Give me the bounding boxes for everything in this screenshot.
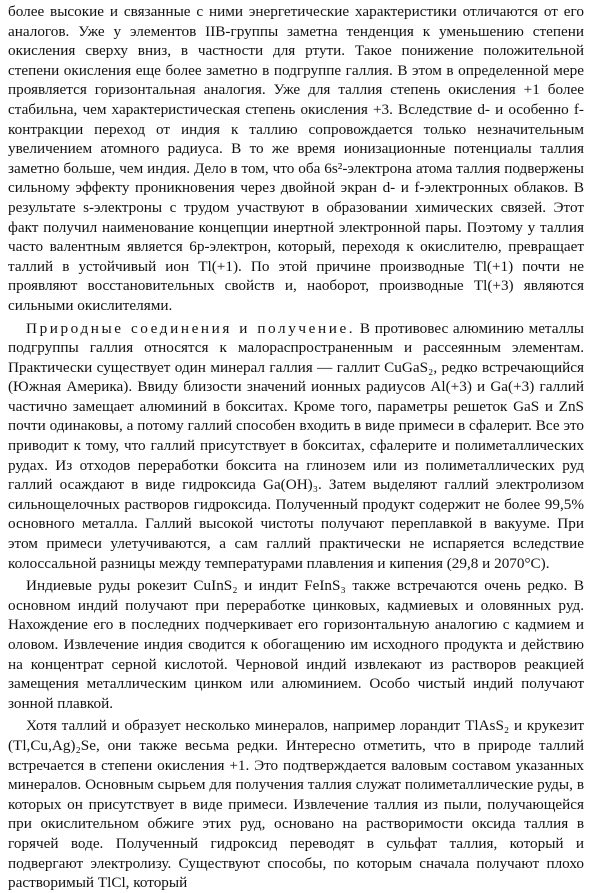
paragraph-thallium-minerals	[8, 716, 584, 892]
paragraph-natural-compounds	[8, 319, 584, 574]
section-lead: Природные соединения и получение.	[26, 319, 356, 337]
paragraph-oxidation-states	[8, 2, 584, 316]
paragraph-text: более высокие и связанные с ними энергетические характеристики отличаются от его аналогов. Уже у элементов IIB-группы заметна тенденция к уменьшению степени окисления сверху вниз, в частности для ртути. Такое понижение положительной степени окисления еще более заметно в подгруппе галлия. В этом в определенной мере проявляется горизонтальная аналогия. Уже для таллия степень окисления +1 более стабильна, чем характеристическая степень окисления +3. Вследствие d- и особенно f-контракции переход от индия к таллию сопровождается только незначительным увеличением атомного радиуса. В то же время ионизационные потенциалы таллия заметно больше, чем индия. Дело в том, что оба 6s²-электрона атома таллия подвержены сильному эффекту проникновения через двойной экран d- и f-электронных облаков. В результате s-электроны с трудом участвуют в образовании химических связей. Этот факт получил наименование концепции инертной электронной пары. Поэтому у таллия часто валентным является 6p-электрон, который, переходя к окислителю, превращает таллий в устойчивый ион Tl(+1). По этой причине производные Tl(+1) почти не проявляют восстановительных свойств и, наоборот, производные Tl(+3) являются сильными окислителями.	[8, 3, 584, 314]
paragraph-text: В противовес алюминию металлы подгруппы галлия относятся к малораспространенным и рассеянным элементам. Практически существует один минерал галлия — галлит CuGaS₂, редко встречающийся (Южная Америка). Ввиду близости значений ионных радиусов Al(+3) и Ga(+3) галлий частично замещает алюминий в бокситах. Кроме того, параметры решеток GaS и ZnS почти одинаковы, а потому галлий способен входить в виде примеси в сфалерит. Все это приводит к тому, что галлий присутствует в бокситах, сфалерите и полиметаллических рудах. Из отходов переработки боксита на глинозем или из полиметаллических руд галлий осаждают в виде гидроксида Ga(OH)₃. Затем выделяют галлий электролизом сильнощелочных растворов гидроксида. Полученный продукт содержит не более 99,5% основного металла. Галлий высокой чистоты получают переплавкой в вакууме. При этом примеси улетучиваются, а сам галлий практически не испаряется вследствие колоссальной разницы между температурами плавления и кипения (29,8 и 2070°С).	[8, 319, 584, 572]
document-page	[8, 2, 584, 892]
paragraph-text: Хотя таллий и образует несколько минералов, например лорандит TlAsS₂ и крукезит (Tl,Cu,Ag)₂Se, они также весьма редки. Интересно отметить, что в природе таллий встречается в степени окисления +1. Это подтверждается валовым составом указанных минералов. Основным сырьем для получения таллия служат полиметаллические руды, в которых он присутствует в виде примеси. Извлечение таллия из пыли, получающейся при окислительном обжиге этих руд, основано на растворимости оксида таллия в горячей воде. Полученный гидроксид переводят в сульфат таллия, который и подвергают электролизу. Существуют способы, по которым сначала получают плохо растворимый TlCl, который	[8, 717, 584, 892]
paragraph-text: Индиевые руды рокезит CuInS₂ и индит FeInS₃ также встречаются очень редко. В основном индий получают при переработке цинковых, кадмиевых и оловянных руд. Нахождение его в последних подчеркивает его горизонтальную аналогию с кадмием и оловом. Извлечение индия сводится к обогащению им исходного продукта и действию на концентрат серной кислотой. Черновой индий извлекают из растворов реакцией замещения металлическим цинком или алюминием. Особо чистый индий получают зонной плавкой.	[8, 577, 584, 712]
paragraph-indium-ores	[8, 576, 584, 713]
